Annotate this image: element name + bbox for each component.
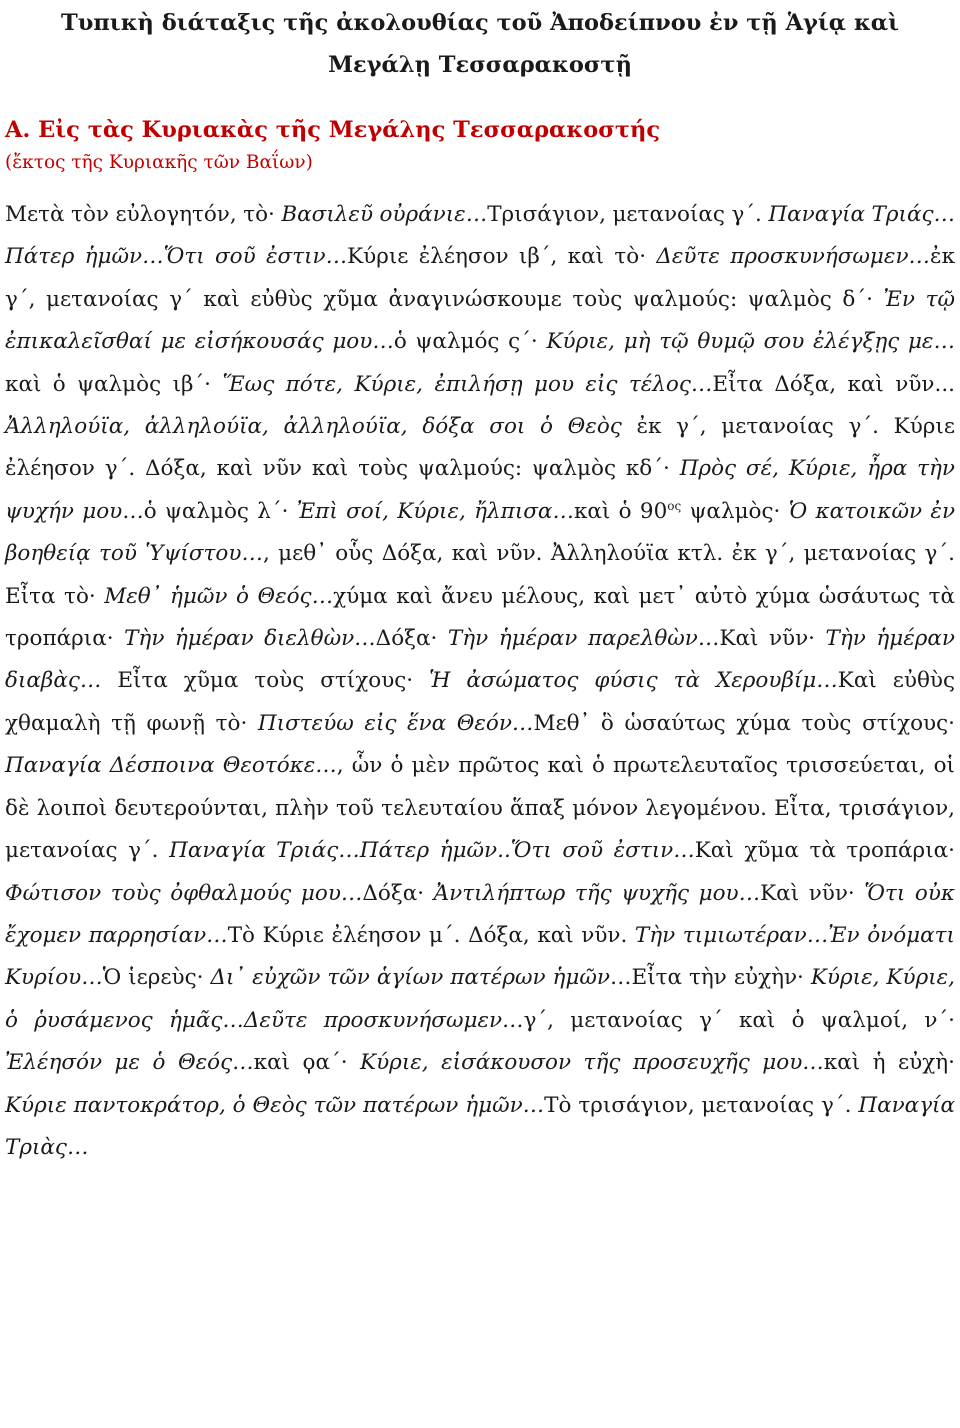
text-run: Εἶτα χῦμα τοὺς στίχους· xyxy=(101,668,430,694)
italic-text-run: Παναγία Τριὰς… xyxy=(5,1092,955,1160)
section-heading: Α. Εἰς τὰς Κυριακὰς τῆς Μεγάλης Τεσσαρακοστής xyxy=(5,117,661,143)
text-run: ος xyxy=(667,498,682,513)
text-run: Δόξα· xyxy=(362,880,434,906)
text-run: Καὶ νῦν· xyxy=(760,880,865,906)
text-run: Τρισάγιον, μετανοίας γ΄. xyxy=(487,202,769,227)
italic-text-run: Πρὸς σέ, Κύριε, ἦρα τὴν ψυχήν μου… xyxy=(5,456,955,524)
italic-text-run: Κύριε παντοκράτορ, ὁ Θεὸς τῶν πατέρων ἡμῶν… xyxy=(5,1092,545,1118)
title-line-2: Μεγάλῃ Τεσσαρακοστῇ xyxy=(328,52,632,78)
italic-text-run: Βασιλεῦ οὐράνιε… xyxy=(281,202,488,227)
text-run: Καὶ νῦν· xyxy=(719,626,826,652)
italic-text-run: Κύριε, εἰσάκουσον τῆς προσευχῆς μου… xyxy=(360,1050,824,1076)
text-run: ψαλμὸς· xyxy=(681,498,789,524)
italic-text-run: Ἕως πότε, Κύριε, ἐπιλήσῃ μου εἰς τέλος… xyxy=(222,371,713,397)
italic-text-run: Κύριε, μὴ τῷ θυμῷ σου ἐλέγξῃς με… xyxy=(546,329,955,355)
italic-text-run: Παναγία Τριάς…Πάτερ ἡμῶν…Ὅτι σοῦ ἐστιν… xyxy=(5,202,956,270)
text-run: ὁ ψαλμὸς λ΄· xyxy=(143,498,297,524)
text-run: …Εἶτα τὴν εὐχὴν· xyxy=(610,965,811,991)
document-page xyxy=(5,0,955,1169)
text-run: Καὶ εὐθὺς χθαμαλὴ τῇ φωνῇ τὸ· xyxy=(5,668,955,736)
italic-text-run: Παναγία Δέσποινα Θεοτόκε… xyxy=(5,753,337,779)
text-run: Κύριε ἐλέησον ιβ΄, καὶ τὸ· xyxy=(347,244,657,270)
italic-text-run: Ἀλληλούϊα, ἀλληλούϊα, ἀλληλούϊα, δόξα σοι ὁ Θεὸς xyxy=(5,414,637,440)
text-run: καὶ ἡ εὐχὴ· xyxy=(823,1050,955,1076)
text-run: Μεθ᾽ ὃ ὡσαύτως χύμα τοὺς στίχους· xyxy=(533,710,955,736)
text-run: Τὸ τρισάγιον, μετανοίας γ΄. xyxy=(544,1092,859,1118)
text-run: χύμα καὶ ἄνευ μέλους, καὶ μετ᾽ αὐτὸ χύμα ὡσάυτως τὰ τροπάρια· xyxy=(5,583,955,652)
text-run: ὁ ψαλμός ς΄· xyxy=(393,329,547,355)
text-run: καὶ ὁ 90 xyxy=(573,498,668,524)
title-line-1: Τυπικὴ διάταξις τῆς ἀκολουθίας τοῦ Ἀποδείπνου ἐν τῇ Ἁγίᾳ καὶ xyxy=(60,10,900,36)
text-run: ἐκ γ΄, μετανοίας γ΄ καὶ εὐθὺς χῦμα ἀναγινώσκουμε τοὺς ψαλμούς: ψαλμὸς δ΄· xyxy=(5,244,956,312)
italic-text-run: Τὴν ἡμέραν διαβὰς… xyxy=(5,626,955,694)
italic-text-run: Τὴν ἡμέραν διελθὼν… xyxy=(124,626,376,652)
italic-text-run: Τὴν ἡμέραν παρελθὼν… xyxy=(447,626,720,652)
text-run: καὶ ὁ ψαλμὸς ιβ΄· xyxy=(5,371,223,397)
italic-text-run: Πιστεύω εἰς ἕνα Θεόν… xyxy=(257,710,534,736)
text-run: Μετὰ τὸν εὐλογητόν, τὸ· xyxy=(5,202,282,227)
italic-text-run: Μεθ᾽ ἡμῶν ὁ Θεός… xyxy=(104,583,334,609)
italic-text-run: Φώτισον τοὺς ὀφθαλμούς μου… xyxy=(5,880,363,906)
italic-text-run: Ἐν τῷ ἐπικαλεῖσθαί με εἰσήκουσάς μου… xyxy=(5,286,955,355)
italic-text-run: Κύριε, Κύριε, ὁ ῥυσάμενος ἡμᾶς… xyxy=(5,965,956,1033)
document-title xyxy=(5,0,955,86)
text-run: γ΄, μετανοίας γ΄ καὶ ὁ ψαλμοί, ν΄· xyxy=(523,1007,955,1033)
italic-text-run: Παναγία Τριάς…Πάτερ ἡμῶν..Ὅτι σοῦ ἐστιν… xyxy=(169,838,695,864)
text-run: Δόξα· xyxy=(375,626,448,652)
italic-text-run: Δι᾽ εὐχῶν τῶν ἁγίων πατέρων ἡμῶν xyxy=(210,965,611,991)
italic-text-run: Δεῦτε προσκυνήσωμεν… xyxy=(243,1007,524,1033)
text-run: , ὧν ὁ μὲν πρῶτος καὶ ὁ πρωτελευταῖος τρισσεύεται, οἱ δὲ λοιποὶ δευτερούνται, πλὴν τοῦ τελευταίου ἅπαξ μόνον λεγομένου. Εἶτα, τρισάγιον, μετανοίας γ΄. xyxy=(5,753,955,864)
text-run: , μεθ᾽ οὗς Δόξα, καὶ νῦν. Ἀλληλούϊα κτλ. ἐκ γ΄, μετανοίας γ΄. Εἶτα τὸ· xyxy=(5,541,955,609)
italic-text-run: Δεῦτε προσκυνήσωμεν… xyxy=(656,244,931,270)
italic-text-run: Τὴν τιμιωτέραν…Ἐν ὀνόματι Κυρίου… xyxy=(5,922,955,991)
body-paragraph xyxy=(5,194,955,1169)
italic-text-run: Ἐλέησόν με ὁ Θεός… xyxy=(5,1050,254,1076)
italic-text-run: Ἡ ἀσώματος φύσις τὰ Χερουβίμ… xyxy=(429,668,838,694)
text-run: Ὁ ἱερεὺς· xyxy=(102,965,211,991)
italic-text-run: Ὁ κατοικῶν ἐν βοηθείᾳ τοῦ Ὑψίστου… xyxy=(5,498,956,567)
text-run: ἐκ γ΄, μετανοίας γ΄. Κύριε ἐλέησον γ΄. Δόξα, καὶ νῦν καὶ τοὺς ψαλμούς: ψαλμὸς κδ΄· xyxy=(5,414,955,482)
text-run: Εἶτα Δόξα, καὶ νῦν... xyxy=(712,371,955,397)
text-run: καὶ ϙα΄· xyxy=(253,1050,361,1076)
italic-text-run: Ἀντιλήπτωρ τῆς ψυχῆς μου… xyxy=(433,880,761,906)
text-run: Τὸ Κύριε ἐλέησον μ΄. Δόξα, καὶ νῦν. xyxy=(227,922,635,948)
italic-text-run: Ἐπὶ σοί, Κύριε, ἤλπισα… xyxy=(296,498,574,524)
section-subheading: (ἔκτος τῆς Κυριακῆς τῶν Βαΐων) xyxy=(5,152,313,173)
italic-text-run: Ὅτι οὐκ ἔχομεν παρρησίαν… xyxy=(5,880,956,948)
text-run: Καὶ χῦμα τὰ τροπάρια· xyxy=(694,838,955,864)
